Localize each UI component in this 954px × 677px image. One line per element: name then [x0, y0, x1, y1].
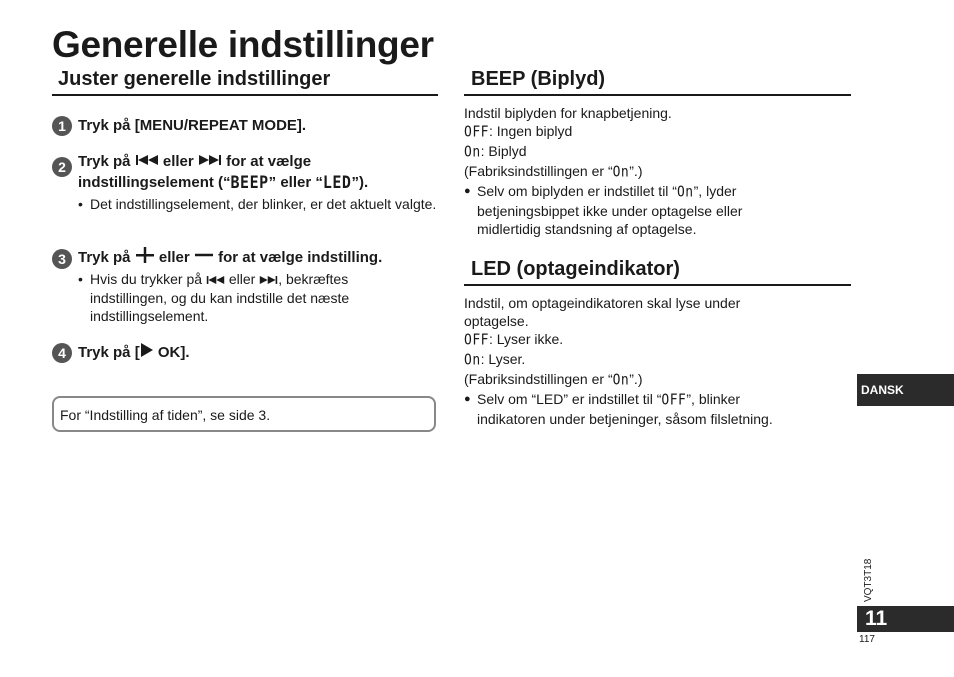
step-2-text-c: for at vælge [226, 153, 312, 170]
beep-body [464, 104, 854, 238]
beep-line1: Indstil biplyden for knapbetjening. [464, 105, 672, 121]
beep-b3: midlertidig standsning af optagelse. [477, 221, 697, 237]
lcd-on-label: On [464, 351, 481, 370]
step-1-badge: 1 [52, 116, 72, 136]
step-2-badge: 2 [52, 157, 72, 177]
led-body [464, 294, 854, 428]
note-bullet: • [78, 196, 83, 212]
led-b1-b: ”, blinker [686, 391, 741, 407]
beep-default-b: ”.) [629, 163, 643, 179]
info-box-text: For “Indstilling af tiden”, se side 3. [60, 407, 271, 423]
model-code: VQT3T18 [863, 558, 874, 602]
step-2-note-text: Det indstillingselement, der blinker, er det aktuelt valgte. [90, 196, 437, 212]
step-2-text-d: indstillingselement (“ [78, 174, 231, 192]
step-3-note-c: , bekræftes [278, 271, 349, 287]
page-sub-number: 117 [859, 634, 875, 645]
beep-default-a: (Fabriksindstillingen er “ [464, 163, 613, 179]
minus-icon [194, 247, 214, 269]
step-2-text-f: ”). [351, 174, 369, 192]
beep-b2: betjeningsbippet ikke under optagelse eller [477, 203, 743, 219]
skip-forward-icon [259, 271, 278, 289]
step-4-text [78, 343, 190, 363]
beep-b1-a: Selv om biplyden er indstillet til “ [477, 183, 677, 199]
lcd-on-label: On [612, 163, 630, 182]
page-title: Generelle indstillinger [52, 24, 434, 65]
step-3-badge: 3 [52, 249, 72, 269]
play-icon [140, 343, 154, 363]
led-default-a: (Fabriksindstillingen er “ [464, 371, 613, 387]
model-code-wrap [858, 550, 874, 602]
step-3-note-line2: indstillingen, og du kan indstille det næste [90, 290, 350, 307]
step-3-note-b: eller [228, 271, 256, 287]
skip-forward-icon [198, 152, 222, 172]
step-2-text-e: ” eller “ [268, 174, 323, 192]
led-b1-a: Selv om “LED” er indstillet til “ [477, 391, 662, 407]
step-3-note [78, 270, 440, 325]
step-1-text: Tryk på [MENU/REPEAT MODE]. [78, 117, 307, 134]
beep-off-text: : Ingen biplyd [488, 123, 573, 139]
led-bullet: ● [464, 393, 471, 405]
lcd-on-label: On [612, 371, 630, 390]
section-rule-led [464, 284, 851, 286]
step-4-text-a: Tryk på [ [78, 344, 140, 361]
section-title-led: LED (optageindikator) [471, 258, 680, 280]
step-3-text-c: for at vælge indstilling. [218, 248, 383, 266]
info-box [52, 396, 436, 432]
led-default-b: ”.) [629, 371, 643, 387]
skip-back-icon [206, 271, 225, 289]
lcd-off-label: OFF [661, 391, 687, 410]
language-tab: DANSK [857, 374, 954, 406]
section-title-beep: BEEP (Biplyd) [471, 68, 606, 90]
lcd-led-label: LED [322, 171, 352, 193]
step-2-text-b: eller [162, 153, 194, 170]
step-3-text-a: Tryk på [78, 248, 131, 266]
step-4-text-b: OK]. [153, 344, 190, 361]
step-3-text [78, 247, 440, 269]
section-rule-beep [464, 94, 851, 96]
step-2-text-a: Tryk på [78, 153, 131, 170]
lcd-off-label: OFF [464, 123, 489, 142]
section-title-general: Juster generelle indstillinger [58, 68, 331, 90]
step-2-note [78, 195, 440, 213]
beep-b1-b: ”, lyder [693, 183, 737, 199]
led-on-text: : Lyser. [480, 351, 526, 367]
step-4-badge: 4 [52, 343, 72, 363]
step-3-text-b: eller [158, 248, 190, 266]
beep-on-text: : Biplyd [480, 143, 527, 159]
step-3-note-a: Hvis du trykker på [90, 271, 203, 287]
lcd-beep-label: BEEP [230, 171, 269, 193]
lcd-off-label: OFF [464, 331, 489, 350]
step-3-note-line3: indstillingselement. [90, 308, 209, 325]
led-off-text: : Lyser ikke. [488, 331, 564, 347]
led-b2: indikatoren under betjeninger, såsom filsletning. [477, 411, 773, 427]
skip-back-icon [135, 152, 159, 172]
beep-bullet: ● [464, 185, 471, 197]
plus-icon [135, 247, 155, 269]
section-rule-general [52, 94, 438, 96]
lcd-on-label: On [676, 183, 694, 202]
page-number: 11 [857, 606, 954, 632]
led-line2: optagelse. [464, 313, 529, 329]
step-2-text [78, 152, 438, 193]
led-line1: Indstil, om optageindikatoren skal lyse under [464, 295, 741, 311]
lcd-on-label: On [464, 143, 481, 162]
note-bullet: • [78, 271, 83, 287]
